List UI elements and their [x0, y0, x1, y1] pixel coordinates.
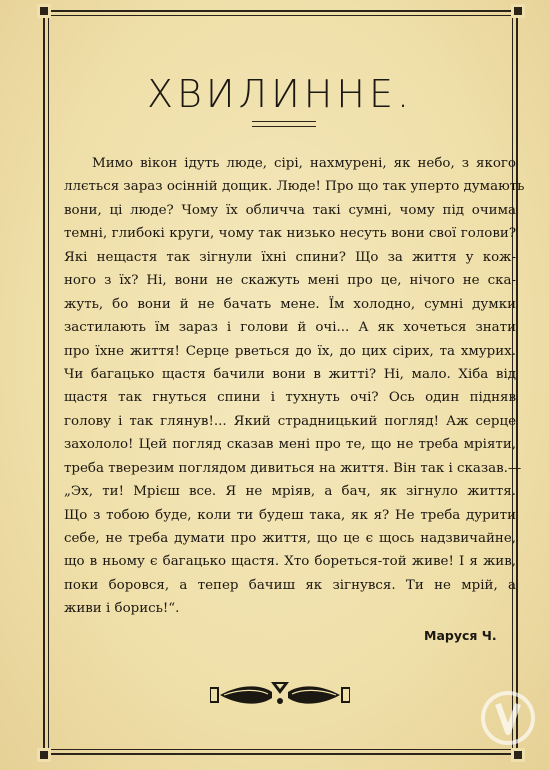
watermark-logo-icon — [478, 688, 538, 748]
text-line: жуть, бо вони й не бачать мене. Їм холодно, сумні думки — [64, 296, 516, 312]
text-line: „Эх, ти! Мрієш все. Я не мріяв, а бач, як зігнуло життя. — [64, 484, 516, 500]
text-line: захололо! Цей погляд сказав мені про те, що не треба мріяти, — [64, 437, 516, 453]
tailpiece-ornament-icon — [210, 678, 350, 710]
text-line: ного з їх? Ні, вони не скажуть мені про це, нічого не ска- — [64, 273, 516, 289]
text-line: що в ньому є багацько щастя. Хто бореться-той живе! І я жив, — [64, 554, 516, 570]
corner-ornament-icon — [511, 748, 525, 762]
corner-ornament-icon — [511, 4, 525, 18]
text-line: вони, ці люде? Чому їх обличча такі сумні, чому під очима — [64, 202, 516, 218]
text-line: себе, не треба думати про життя, що це є щось надзвичайне, — [64, 531, 516, 546]
text-line: Чи багацько щастя бачили вони в житті? Ні, мало. Хіба від — [64, 366, 516, 382]
corner-ornament-icon — [37, 748, 51, 762]
text-line: Які нещастя так зігнули їхні спини? Що за життя у кож- — [64, 249, 516, 265]
author-signature: Маруся Ч. — [424, 628, 497, 643]
title-underline — [252, 121, 316, 127]
text-line: Мимо вікон ідуть люде, сірі, нахмурені, як небо, з якого — [92, 156, 516, 171]
text-line: живи і борись!“. — [64, 601, 180, 617]
text-line: ллється зараз осінній дощик. Люде! Про що так уперто думають — [64, 179, 525, 195]
text-line: Що з тобою буде, коли ти будеш така, як я? Не треба дурити — [64, 507, 516, 523]
text-line: щастя так гнуться спини і тухнуть очі? Ось один підняв — [64, 390, 516, 406]
corner-ornament-icon — [37, 4, 51, 18]
text-line: треба тверезим поглядом дивиться на життя. Він так і сказав.— — [64, 460, 522, 476]
text-line: поки боровся, а тепер бачиш як зігнувся. Ти не мрій, а — [64, 577, 516, 593]
story-text — [64, 152, 525, 621]
text-line: темні, глибокі круги, чому так низько несуть вони свої голови? — [64, 226, 516, 242]
page-title: ХВИЛИННЕ. — [146, 72, 414, 116]
text-line: голову і так глянув!... Який страдницький погляд! Аж серце — [64, 413, 516, 429]
text-line: застилають їм зараз і голови й очі... А як хочеться знати — [64, 320, 516, 336]
text-line: про їхне життя! Серце рветься до їх, до цих сірих, та хмурих. — [64, 343, 516, 359]
